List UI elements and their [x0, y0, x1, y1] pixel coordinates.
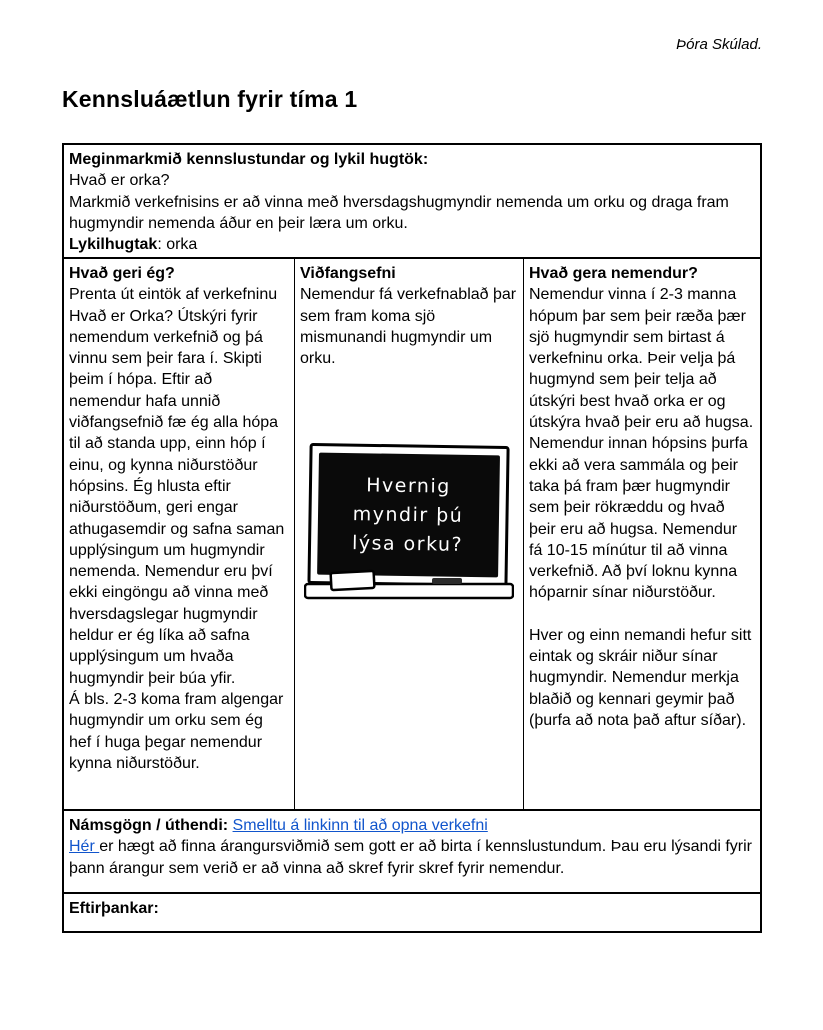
open-assignment-link[interactable]: Smelltu á linkinn til að opna verkefni: [232, 817, 488, 834]
materials-line-2: [69, 836, 752, 879]
goals-question: Hvað er orka?: [69, 172, 170, 190]
chalkboard-image: [304, 437, 514, 615]
goals-description: Markmið verkefnisins er að vinna með hversdagshugmyndir nemenda um orku og draga fram hugmyndir nemenda áður en þeir læra um orku.: [69, 193, 729, 232]
materials-line-1: [69, 815, 752, 836]
topic-heading: Viðfangsefni: [300, 265, 396, 282]
students-paragraph-2: Hver og einn nemandi hefur sitt eintak og skráir niður sínar hugmyndir. Nemendur merkja blaðið og kennari geymir það (þurfa að nota það aftur síðar).: [529, 626, 752, 729]
topic-paragraph-1: Nemendur fá verkefnablað þar sem fram koma sjö mismunandi hugmyndir um orku.: [300, 286, 517, 368]
key-term-value: : orka: [157, 236, 198, 254]
chalk-piece-icon: [432, 578, 462, 584]
chalkboard-text-line2: myndir þú: [352, 503, 463, 528]
chalkboard-illustration: [300, 437, 517, 615]
notes-heading: Eftirþankar:: [69, 900, 159, 917]
goals-row: [64, 145, 760, 259]
key-term-label: Lykilhugtak: [69, 236, 158, 254]
materials-heading: Námsgögn / úthendi:: [69, 817, 233, 834]
topic-column: [295, 259, 524, 809]
teacher-heading: Hvað geri ég?: [69, 265, 175, 282]
page-title: Kennsluáætlun fyrir tíma 1: [62, 86, 358, 112]
teacher-column: [64, 259, 295, 809]
chalkboard-text-line1: Hvernig: [365, 474, 451, 499]
notes-row: [64, 894, 760, 931]
lesson-plan-table: [62, 143, 762, 933]
students-heading: Hvað gera nemendur?: [529, 265, 698, 282]
materials-row: [64, 811, 760, 894]
teacher-paragraph-2: Á bls. 2-3 koma fram algengar hugmyndir um orku sem ég hef í huga þegar nemendur kynna niðurstöður.: [69, 690, 284, 772]
teacher-paragraph-1: Prenta út eintök af verkefninu Hvað er Orka? Útskýri fyrir nemendum verkefnið og þá vinnu sem þeir fara í. Skipti þeim í hópa. Eftir að nemendur hafa unnið viðfangsefnið fæ ég alla hópa til að standa upp, einn hóp í einu, og kynna niðurstöður hópsins. Ég hlusta eftir niðurstöðum, geri engar athugasemdir og safna saman upplýsingum um hugmyndir nemenda. Nemendur eru því ekki eingöngu að vinna með hversdagslegar hugmyndir heldur er ég líka að safna upplýsingum um hvaða hugmyndir þeir búa yfir.: [69, 286, 285, 687]
students-column: [524, 259, 760, 809]
materials-description: er hægt að finna árangursviðmið sem gott er að birta í kennslustundum. Þau eru lýsandi fyrir þann árangur sem verið er að vinna að skref fyrir skref fyrir nemendur.: [69, 838, 753, 877]
eraser-icon: [330, 571, 374, 590]
goals-heading: Meginmarkmið kennslustundar og lykil hugtök:: [69, 151, 429, 168]
students-paragraph-1: Nemendur vinna í 2-3 manna hópum þar sem þeir ræða þær sjö hugmyndir sem birtast á verkefninu orka. Þeir velja þá hugmynd sem þeir telja að útskýri best hvað orka er og útskýra hvað þeir eru að hugsa. Nemendur innan hópsins þurfa ekki að vera sammála og þeir taka þá fram þær hugmyndir sem þeir rökræddu og hvað þeir eru að hugsa. Nemendur fá 10-15 mínútur til að vinna verkefnið. Að því loknu kynna hóparnir sínar niðurstöður.: [529, 286, 754, 602]
here-link[interactable]: Hér: [69, 838, 100, 856]
key-term-line: [69, 234, 752, 255]
columns-row: [64, 259, 760, 811]
author-name: Þóra Skúlad.: [676, 36, 762, 53]
chalkboard-text-line3: lýsa orku?: [351, 532, 463, 557]
